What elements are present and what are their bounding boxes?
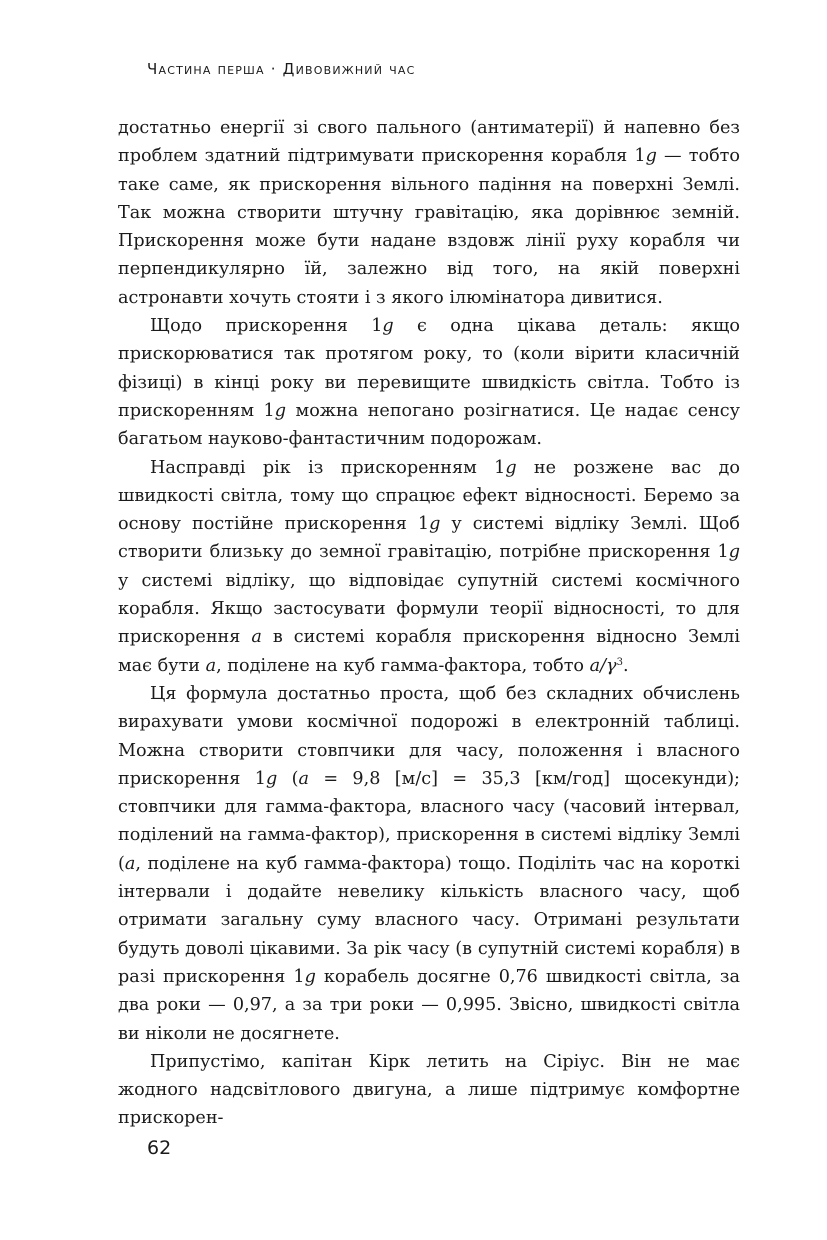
italic-g: g xyxy=(304,966,316,987)
italic-g: g xyxy=(645,146,657,167)
text-run: в системі корабля прискорення відносно Землі має бути xyxy=(118,627,740,676)
italic-g: g xyxy=(265,768,278,789)
italic-g: g xyxy=(274,400,287,421)
italic-g: g xyxy=(505,457,517,478)
text-run: Ця формула достатньо проста, щоб без складних обчислень вирахувати умови космічної подорожі в електронній таблиці. Можна створити стовпчики для часу, положення і власного прискорення 1 xyxy=(118,683,740,789)
text-run: Щодо прискорення 1 xyxy=(150,316,383,337)
paragraph-5 xyxy=(118,1048,740,1133)
text-run: можна непогано розігнатися. Це надає сенсу багатьом науково-фантастичним подорожам. xyxy=(118,400,741,450)
text-run: Припустімо, капітан Кірк летить на Сіріус. Він не має жодного надсвітлового двигуна, а лише підтримує комфортне прискорен- xyxy=(118,1051,740,1129)
body-text xyxy=(118,114,740,1133)
text-run: у системі відліку Землі. Щоб створити близьку до земної гравітацію, потрібне прискорення 1 xyxy=(118,514,740,563)
text-run: Насправді рік із прискоренням 1 xyxy=(150,457,506,478)
running-header: Частина перша · Дивовижний час xyxy=(147,60,416,78)
paragraph-1 xyxy=(118,114,740,312)
text-run: , поділене на куб гамма-фактора, тобто xyxy=(216,655,590,676)
formula-exponent: 3 xyxy=(616,656,623,668)
italic-g: g xyxy=(728,542,740,563)
italic-g: g xyxy=(382,316,394,337)
italic-a: a xyxy=(205,655,217,676)
page-number: 62 xyxy=(147,1137,172,1159)
italic-a: a xyxy=(298,768,309,789)
text-run: . xyxy=(622,655,629,676)
text-run: — тобто таке саме, як прискорення вільного падіння на поверхні Землі. Так можна створити штучну гравітацію, яка дорівнює земній. Прискорення може бути надане вздовж лінії руху корабля чи перпендикулярно їй, залежно від того, на якій поверхні астронавти хочуть стояти і з якого ілюмінатора дивитися. xyxy=(118,146,740,308)
formula-a-over-gamma: a/γ xyxy=(589,655,617,676)
text-run: не розжене вас до швидкості світла, тому що спрацює ефект відносності. Беремо за основу постійне прискорення 1 xyxy=(118,457,740,535)
text-run: є одна цікава деталь: якщо прискорюватися так протягом року, то (коли вірити класичній фізиці) в кінці року ви перевищите швидкість світла. Тобто із прискоренням 1 xyxy=(118,316,740,421)
text-run: корабель досягне 0,76 швидкості світла, за два роки — 0,97, а за три роки — 0,995. Звісно, швидкості світла ви ніколи не досягнете. xyxy=(118,966,740,1044)
paragraph-3 xyxy=(118,454,740,680)
text-run: у системі відліку, що відповідає супутній системі космічного корабля. Якщо застосувати формули теорії відносності, то для прискорення xyxy=(118,570,740,648)
text-run: = 9,8 [м/с] = 35,3 [км/год] щосекунди); стовпчики для гамма-фактора, власного часу (часовий інтервал, поділений на гамма-фактор), прискорення в системі відліку Землі ( xyxy=(118,768,740,874)
text-run: , поділене на куб гамма-фактора) тощо. Поділіть час на короткі інтервали і додайте невелику кількість власного часу, щоб отримати загальну суму власного часу. Отримані результати будуть доволі цікавими. За рік часу (в супутній системі корабля) в разі прискорення 1 xyxy=(118,853,740,987)
text-run: ( xyxy=(277,768,299,789)
italic-a: a xyxy=(124,853,136,874)
italic-a: a xyxy=(251,627,262,648)
paragraph-2 xyxy=(118,312,740,453)
text-run: достатньо енергії зі свого пального (антиматерії) й напевно без проблем здатний підтримувати прискорення корабля 1 xyxy=(118,118,740,167)
italic-g: g xyxy=(429,514,441,535)
paragraph-4 xyxy=(118,680,740,1048)
